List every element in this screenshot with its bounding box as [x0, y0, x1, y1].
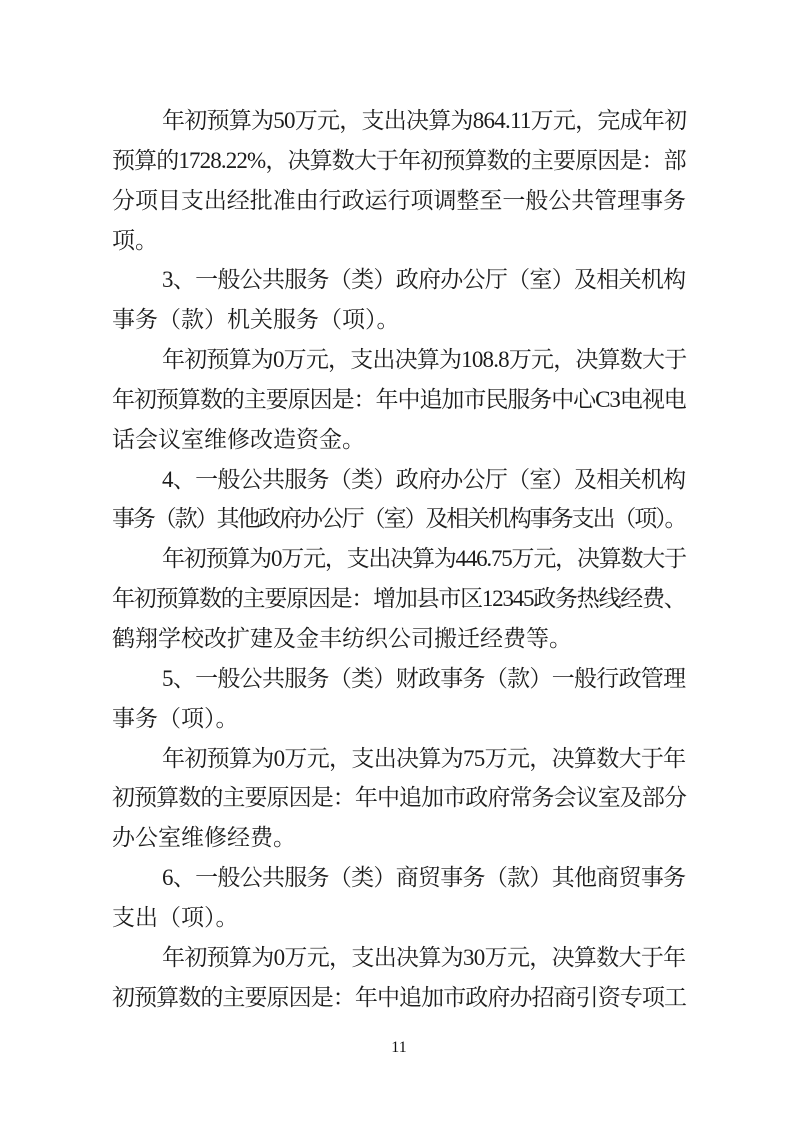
section-3-heading: [112, 260, 686, 340]
text-line: 3、一般公共服务（类）政府办公厅（室）及相关机构: [162, 267, 686, 293]
section-5-detail: [112, 739, 686, 859]
text-line: 年初预算数的主要原因是：增加县市区12345政务热线经费、: [112, 586, 686, 612]
text-line: 办公室维修经费。: [112, 825, 296, 851]
section-4-heading: [112, 460, 686, 540]
text-line: 年初预算为0万元，支出决算为446.75万元，决算数大于: [162, 546, 686, 572]
text-line: 年初预算为50万元，支出决算为864.11万元，完成年初: [162, 108, 687, 133]
text-line: 年初预算为0万元，支出决算为30万元，决算数大于年: [162, 944, 686, 970]
text-line: 初预算数的主要原因是：年中追加市政府常务会议室及部分: [112, 785, 687, 811]
paragraph-budget-overrun-admin: [112, 101, 686, 260]
text-line: 事务（款）机关服务（项）。: [112, 307, 400, 333]
text-line: 项。: [112, 227, 158, 253]
text-line: 分项目支出经批准由行政运行项调整至一般公共管理事务: [112, 187, 687, 213]
text-line: 初预算数的主要原因是：年中追加市政府办招商引资专项工: [112, 984, 687, 1010]
text-line: 4、一般公共服务（类）政府办公厅（室）及相关机构: [162, 466, 686, 492]
text-line: 6、一般公共服务（类）商贸事务（款）其他商贸事务: [162, 865, 686, 891]
text-line: 年初预算为0万元，支出决算为108.8万元，决算数大于: [162, 347, 687, 373]
text-line: 鹤翔学校改扩建及金丰纺织公司搬迁经费等。: [112, 625, 572, 651]
section-3-detail: [112, 340, 686, 460]
section-5-heading: [112, 659, 686, 739]
text-line: 年初预算为0万元，支出决算为75万元，决算数大于年: [162, 745, 686, 771]
text-line: 5、一般公共服务（类）财政事务（款）一般行政管理: [162, 665, 686, 691]
section-4-detail: [112, 539, 686, 659]
section-6-heading: [112, 858, 686, 938]
text-line: 支出（项）。: [112, 904, 239, 930]
text-line: 事务（款）其他政府办公厅（室）及相关机构事务支出（项）。: [112, 506, 686, 532]
text-line: 话会议室维修改造资金。: [112, 426, 365, 452]
section-6-detail: [112, 938, 686, 1018]
document-body-text: [112, 101, 686, 1017]
page-number: 11: [391, 1039, 407, 1056]
text-line: 预算的1728.22%，决算数大于年初预算数的主要原因是：部: [112, 147, 686, 173]
text-line: 事务（项）。: [112, 705, 239, 731]
text-line: 年初预算数的主要原因是：年中追加市民服务中心C3电视电: [112, 386, 686, 412]
